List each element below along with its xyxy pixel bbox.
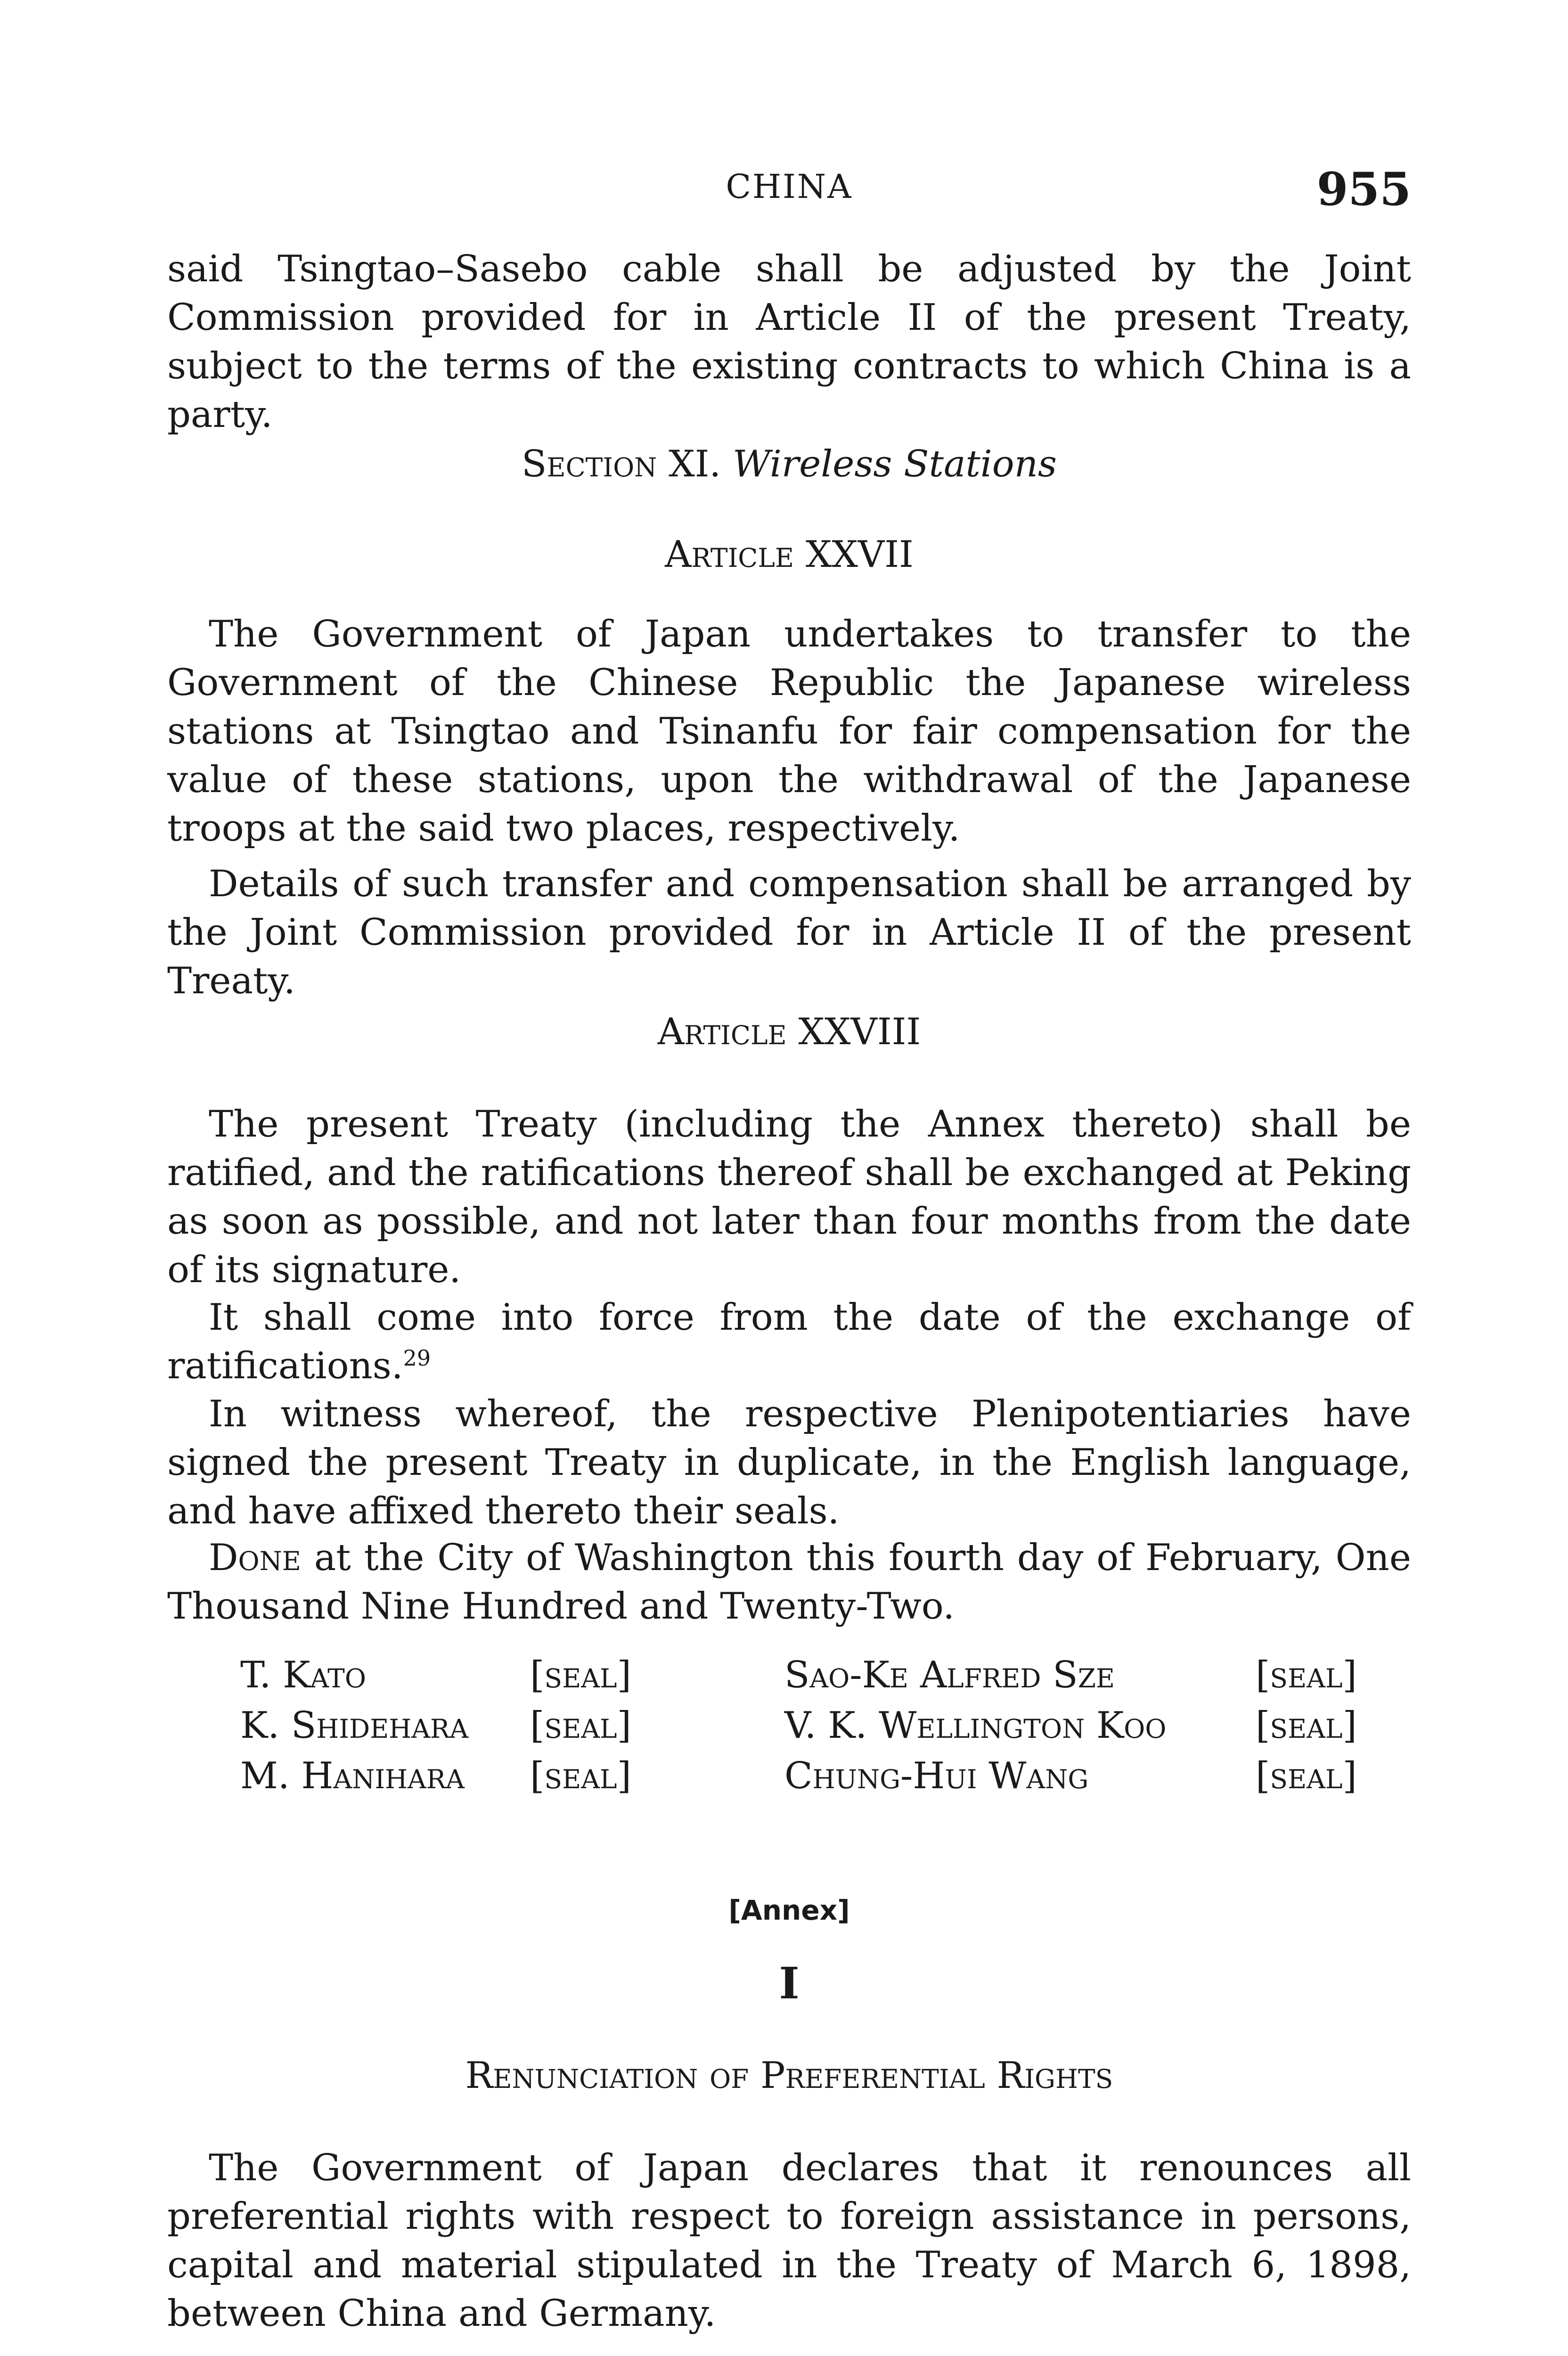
running-head — [167, 163, 1411, 214]
paragraph-cable-adjustment: said Tsingtao–Sasebo cable shall be adjusted by the Joint Commission provided for in Article II of the present Treaty, subject to the terms of the existing contracts to which China is a party. — [167, 248, 1411, 436]
paragraph-renunciation: The Government of Japan declares that it renounces all preferential rights with respect to foreign assistance in persons, capital and material stipulated in the Treaty of March 6, 1898, between China and Germany. — [167, 2147, 1411, 2335]
paragraph-done-at — [167, 1534, 1411, 1631]
paragraph-wireless-transfer: The Government of Japan undertakes to transfer to the Government of the Chinese Republic the Japanese wireless stations at Tsingtao and Tsinanfu for fair compensation for the value of these stations, upon the withdrawal of the Japanese troops at the said two places, respectively. — [167, 613, 1411, 850]
page-number: 955 — [1316, 163, 1411, 216]
annex-title: Renunciation of Preferential Rights — [465, 2054, 1113, 2097]
signatory-japan: M. Hanihara — [240, 1755, 465, 1797]
paragraph-in-witness: In witness whereof, the respective Plenipotentiaries have signed the present Treaty in duplicate, in the English language, and have affixed thereto their seals. — [167, 1393, 1411, 1532]
running-title: CHINA — [726, 167, 853, 206]
signature-block — [240, 1654, 1385, 1805]
signatory-china: Chung-Hui Wang — [784, 1755, 1089, 1797]
entry-into-force-text: It shall come into force from the date of the exchange of ratifications. — [167, 1296, 1411, 1387]
signatory-china: Sao-Ke Alfred Sze — [784, 1654, 1115, 1696]
done-lead: Done — [209, 1537, 301, 1579]
seal-mark: [seal] — [1256, 1654, 1357, 1696]
signatory-japan: K. Shidehara — [240, 1704, 469, 1747]
signatory-china: V. K. Wellington Koo — [784, 1704, 1167, 1747]
article-xxvii-heading: Article XXVII — [665, 533, 914, 576]
seal-mark: [seal] — [530, 1755, 631, 1797]
footnote-reference: 29 — [403, 1345, 431, 1371]
paragraph-entry-into-force — [167, 1293, 1411, 1391]
section-title: Wireless Stations — [733, 443, 1057, 485]
section-heading — [167, 443, 1411, 485]
annex-number: I — [779, 1958, 800, 2009]
article-xxviii-heading: Article XXVIII — [657, 1011, 921, 1053]
paragraph-transfer-details: Details of such transfer and compensation shall be arranged by the Joint Commission provided for in Article II of the present Treaty. — [167, 863, 1411, 1002]
signature-row — [240, 1704, 1385, 1755]
section-label: Section XI. — [522, 443, 721, 485]
signature-row — [240, 1654, 1385, 1704]
seal-mark: [seal] — [1256, 1755, 1357, 1797]
signature-row — [240, 1755, 1385, 1805]
paragraph-ratification: The present Treaty (including the Annex thereto) shall be ratified, and the ratifications thereof shall be exchanged at Peking as soon as possible, and not later than four months from the date of its signature. — [167, 1103, 1411, 1291]
seal-mark: [seal] — [530, 1704, 631, 1747]
seal-mark: [seal] — [1256, 1704, 1357, 1747]
annex-label: [Annex] — [728, 1894, 850, 1926]
done-text: at the City of Washington this fourth day of February, One Thousand Nine Hundred and Twenty-Two. — [167, 1537, 1411, 1628]
seal-mark: [seal] — [530, 1654, 631, 1696]
signatory-japan: T. Kato — [240, 1654, 366, 1696]
